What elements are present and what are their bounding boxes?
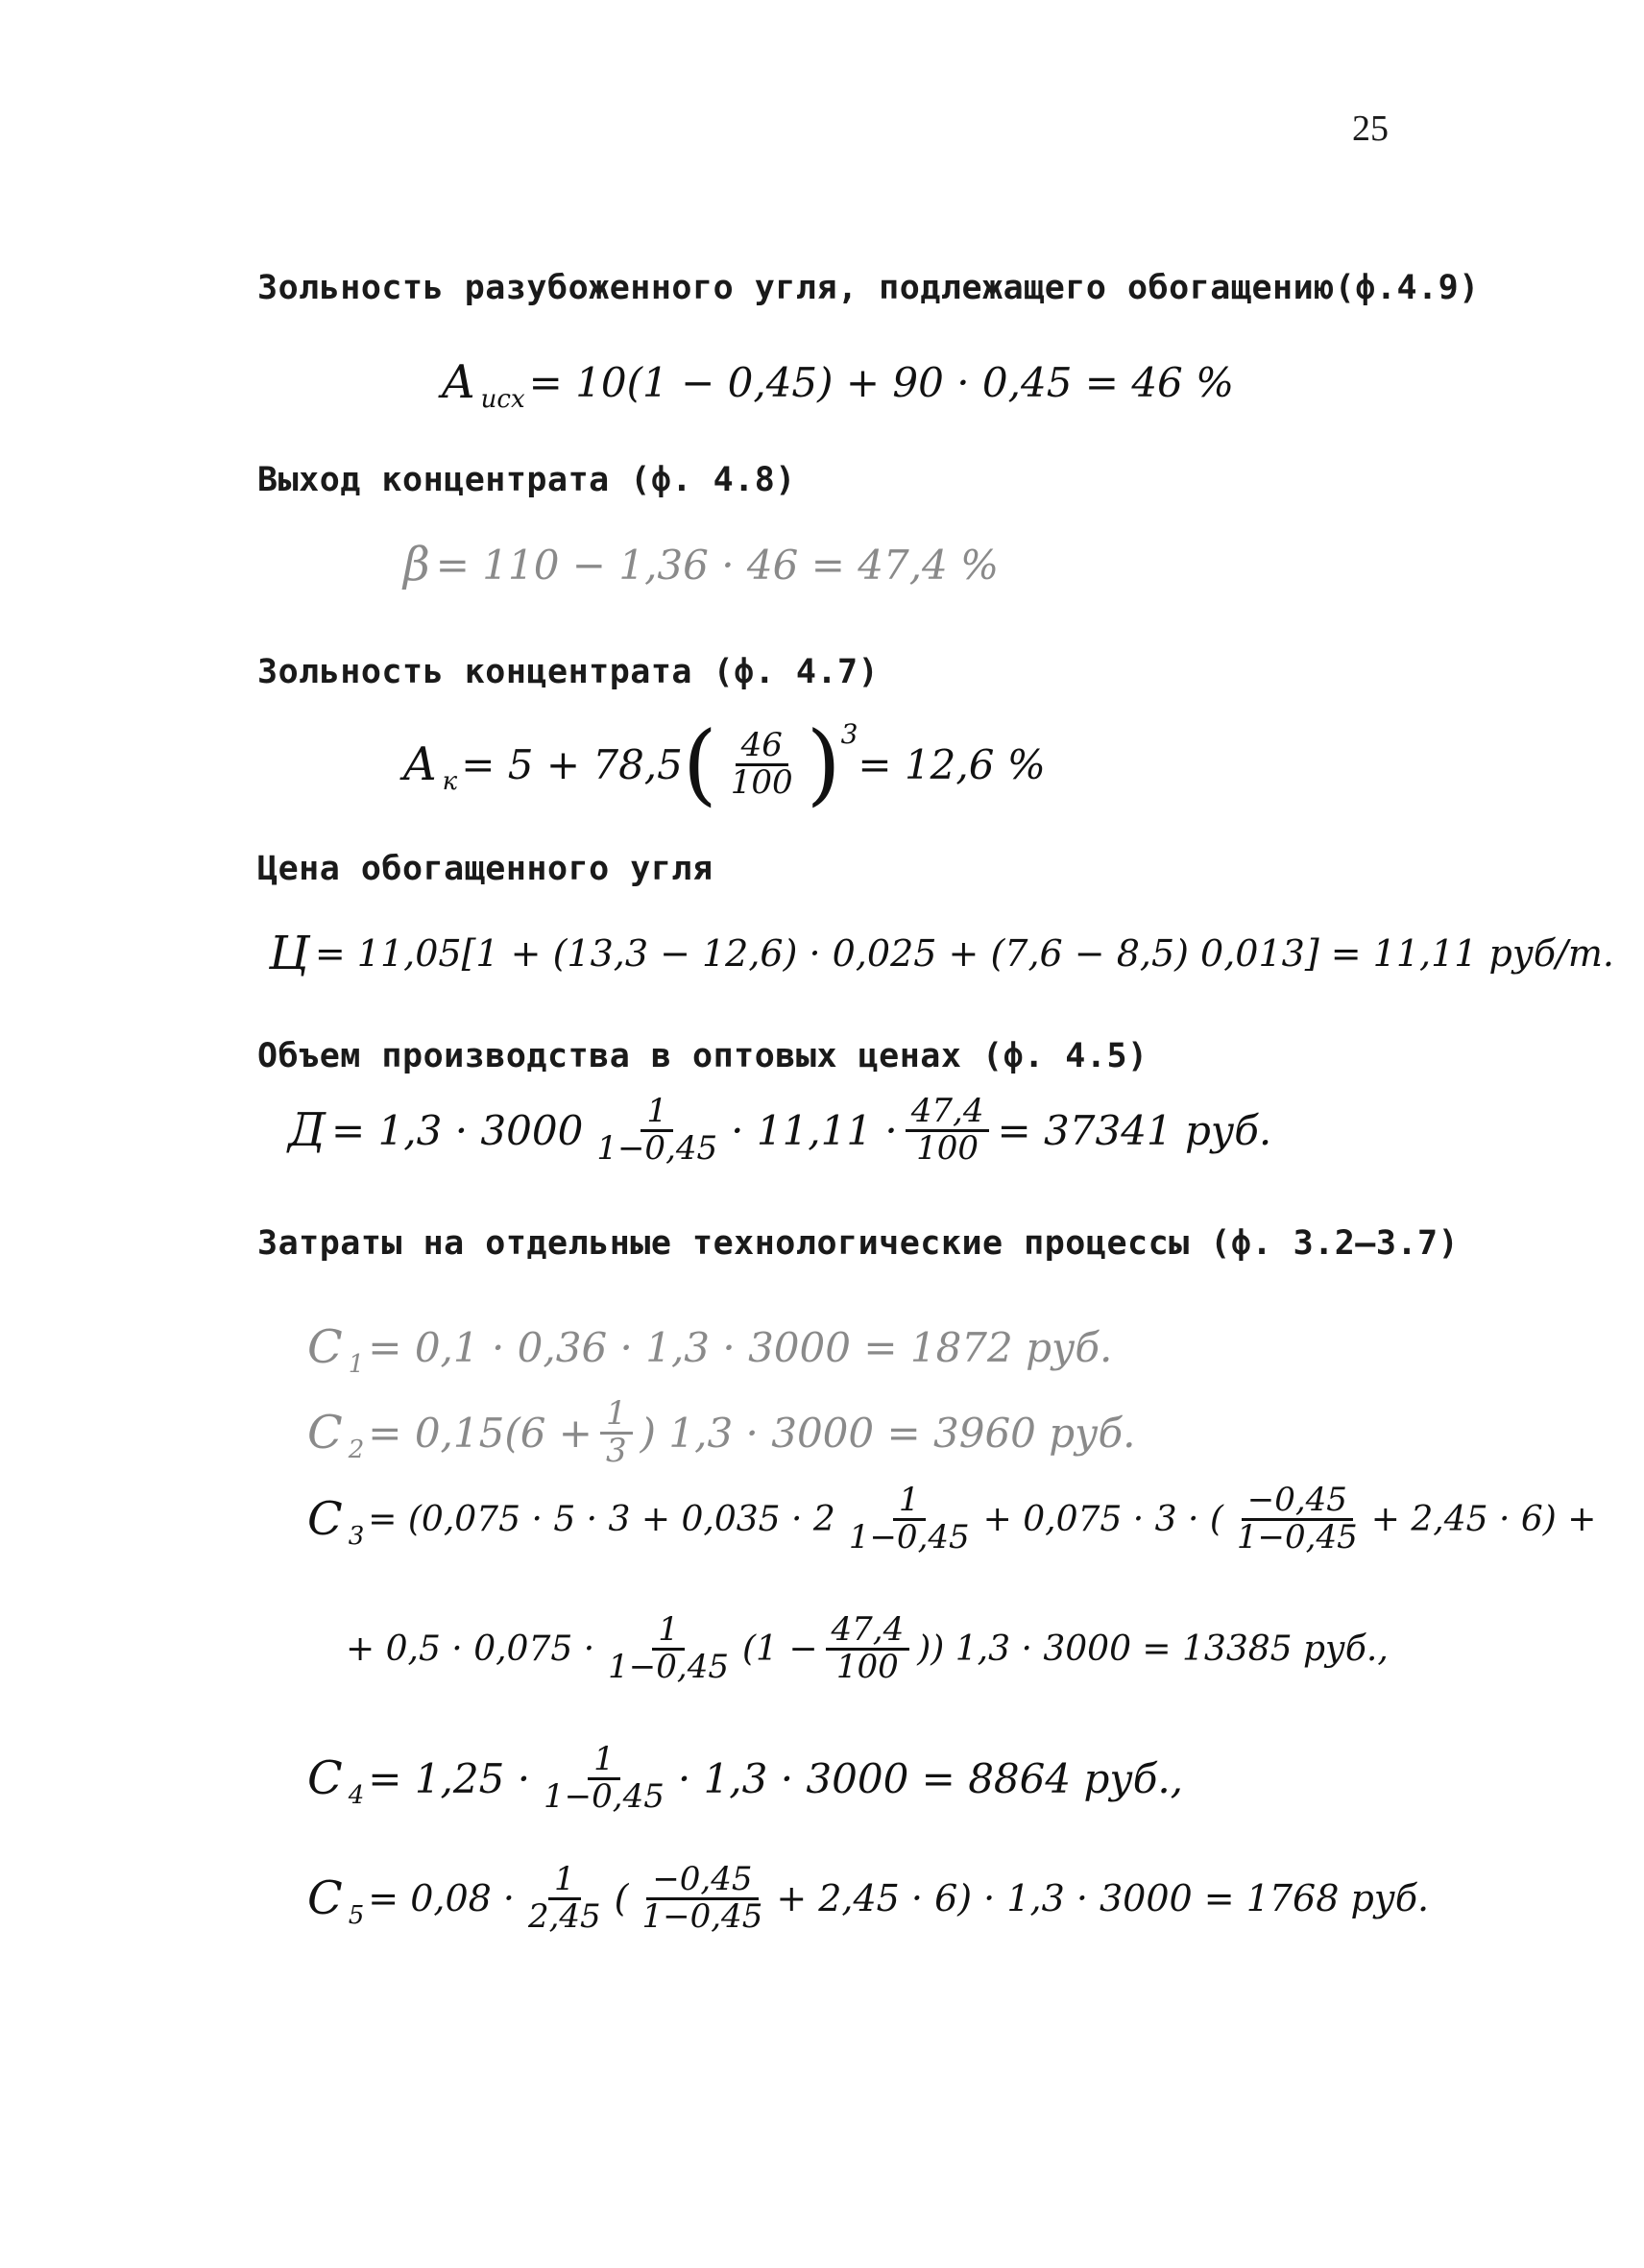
fraction <box>1231 1481 1364 1556</box>
fraction-numerator: 47,4 <box>826 1613 910 1651</box>
formula-cost-c1 <box>307 1320 1113 1379</box>
fraction-numerator: 46 <box>736 729 788 766</box>
fraction-numerator: 1 <box>893 1484 926 1521</box>
fraction-denominator: 2,45 <box>527 1896 601 1936</box>
fraction-denominator: 3 <box>606 1431 627 1470</box>
formula-expression: = 10(1 − 0,45) + 90 · 0,45 = 46 % <box>528 358 1235 406</box>
formula-ash-initial <box>442 355 1235 414</box>
fraction-numerator: 1 <box>588 1743 620 1780</box>
formula-symbol: C <box>307 1406 343 1460</box>
formula-lhs: = 0,08 · <box>368 1877 515 1920</box>
fraction <box>826 1610 910 1686</box>
formula-symbol: A <box>442 355 475 409</box>
paren-close: ) <box>806 712 841 815</box>
formula-part: + 0,075 · 3 · ( <box>982 1499 1223 1539</box>
heading-process-costs: Затраты на отдельные технологические процессы (ф. 3.2–3.7) <box>257 1224 1460 1263</box>
fraction-yield-factor <box>591 1092 723 1168</box>
formula-part: = (0,075 · 5 · 3 + 0,035 · 2 <box>368 1499 835 1539</box>
paren-open: ( <box>682 712 717 815</box>
fraction-numerator: 1 <box>652 1613 685 1651</box>
heading-concentrate-yield: Выход концентрата (ф. 4.8) <box>257 461 796 499</box>
fraction <box>602 1610 735 1686</box>
fraction-denominator: 1−0,45 <box>608 1647 729 1686</box>
formula-expression: = 11,05[1 + (13,3 − 12,6) · 0,025 + (7,6 − 8,5) 0,013] = 11,11 руб/т. <box>314 932 1614 975</box>
formula-symbol: A <box>403 737 437 791</box>
formula-cost-c2 <box>307 1394 1136 1470</box>
heading-concentrate-ash: Зольность концентрата (ф. 4.7) <box>257 653 880 691</box>
fraction-numerator: 1 <box>641 1095 673 1132</box>
fraction-denominator: 100 <box>730 762 793 802</box>
formula-concentrate-yield <box>403 538 999 591</box>
formula-subscript: к <box>442 767 458 796</box>
formula-cost-c3-line1 <box>307 1481 1597 1556</box>
fraction-denominator: 1−0,45 <box>641 1896 763 1936</box>
page-number: 25 <box>1352 109 1389 149</box>
heading-production-volume: Объем производства в оптовых ценах (ф. 4.5) <box>257 1037 1148 1075</box>
formula-production-volume <box>288 1092 1272 1168</box>
formula-part: + 2,45 · 6) + <box>1370 1499 1597 1539</box>
fraction-denominator: 1−0,45 <box>848 1517 970 1556</box>
formula-symbol: C <box>307 1492 343 1547</box>
formula-subscript: 4 <box>348 1781 365 1811</box>
formula-subscript: 3 <box>348 1522 365 1552</box>
formula-rhs: + 2,45 · 6) · 1,3 · 3000 = 1768 руб. <box>776 1877 1430 1920</box>
fraction-numerator: −0,45 <box>646 1863 758 1900</box>
fraction-numerator: 1 <box>600 1397 633 1435</box>
formula-rhs: = 12,6 % <box>858 740 1046 788</box>
formula-expression: = 110 − 1,36 · 46 = 47,4 % <box>435 541 1000 589</box>
formula-subscript: исх <box>480 385 525 414</box>
formula-symbol: C <box>307 1320 343 1374</box>
formula-lhs: = 5 + 78,5 <box>461 740 683 788</box>
formula-cost-c3-line2 <box>346 1610 1389 1686</box>
formula-cost-c5 <box>307 1860 1430 1936</box>
formula-symbol: C <box>307 1871 343 1926</box>
formula-expression: = 0,1 · 0,36 · 1,3 · 3000 = 1872 руб. <box>368 1323 1113 1371</box>
formula-subscript: 5 <box>348 1901 365 1931</box>
formula-part: (1 − <box>741 1629 818 1669</box>
formula-lhs: = 0,15(6 + <box>368 1409 592 1457</box>
fraction <box>637 1860 769 1936</box>
formula-rhs: · 1,3 · 3000 = 8864 руб., <box>677 1754 1184 1802</box>
formula-power: 3 <box>840 717 858 750</box>
fraction-numerator: 1 <box>548 1863 581 1900</box>
formula-part: )) 1,3 · 3000 = 13385 руб., <box>917 1629 1389 1669</box>
fraction-denominator: 100 <box>916 1128 979 1168</box>
formula-rhs: = 37341 руб. <box>997 1106 1272 1154</box>
formula-symbol: Ц <box>269 927 309 980</box>
fraction <box>725 725 799 802</box>
formula-part: ( <box>614 1877 629 1920</box>
formula-subscript: 2 <box>348 1436 365 1465</box>
fraction-denominator: 1−0,45 <box>544 1776 665 1816</box>
formula-mid: · 11,11 · <box>731 1106 898 1154</box>
fraction <box>522 1860 607 1936</box>
fraction-denominator: 1−0,45 <box>596 1128 718 1168</box>
formula-symbol: Д <box>288 1103 326 1158</box>
formula-lhs: = 1,25 · <box>368 1754 531 1802</box>
heading-enriched-coal-price: Цена обогащенного угля <box>257 850 713 888</box>
fraction-numerator: 47,4 <box>906 1095 990 1132</box>
fraction-numerator: −0,45 <box>1242 1484 1353 1521</box>
fraction <box>843 1481 976 1556</box>
fraction-concentrate-yield <box>906 1092 990 1168</box>
heading-ash-content-diluted-coal: Зольность разубоженного угля, подлежащего обогащению(ф.4.9) <box>257 269 1480 307</box>
fraction-denominator: 100 <box>835 1647 899 1686</box>
fraction-denominator: 1−0,45 <box>1236 1517 1358 1556</box>
formula-rhs: ) 1,3 · 3000 = 3960 руб. <box>640 1409 1136 1457</box>
formula-symbol: β <box>403 538 430 591</box>
formula-concentrate-ash <box>403 712 1046 815</box>
formula-part: + 0,5 · 0,075 · <box>346 1629 595 1669</box>
fraction <box>538 1740 670 1816</box>
formula-symbol: C <box>307 1751 343 1806</box>
fraction <box>600 1394 633 1470</box>
formula-subscript: 1 <box>348 1350 365 1379</box>
formula-lhs: = 1,3 · 3000 <box>331 1106 584 1154</box>
formula-cost-c4 <box>307 1740 1184 1816</box>
formula-price <box>269 927 1614 980</box>
